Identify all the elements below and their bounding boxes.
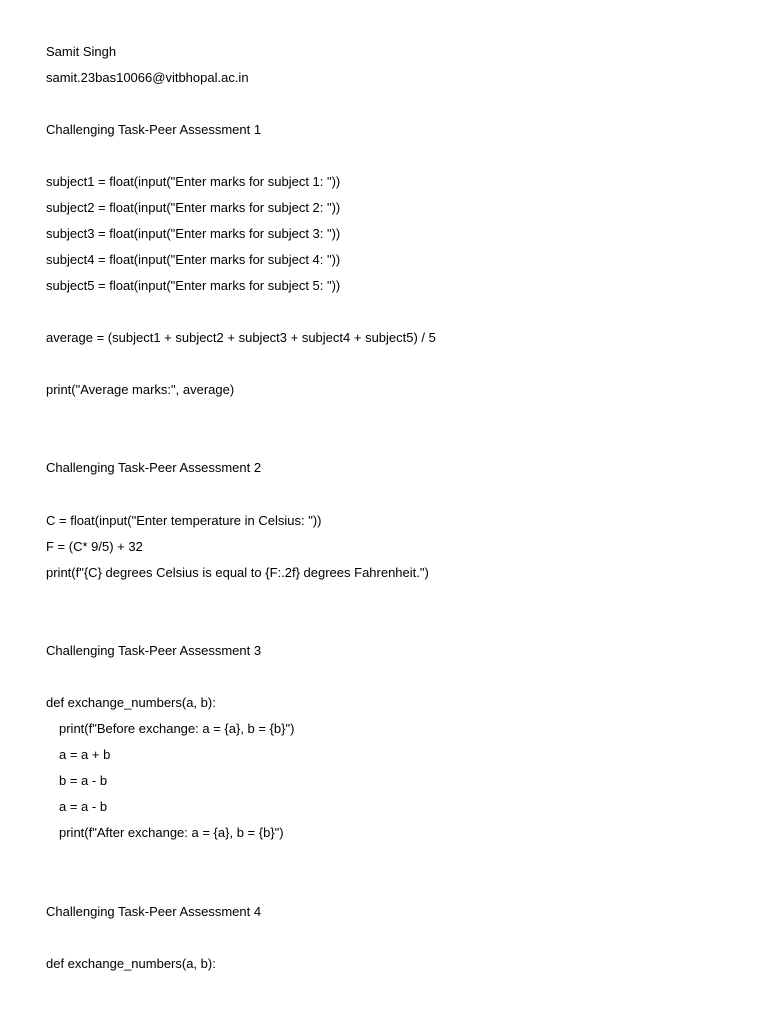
author-email: samit.23bas10066@vitbhopal.ac.in: [46, 70, 249, 85]
section-3-heading: Challenging Task-Peer Assessment 3: [46, 643, 262, 658]
code-line: subject1 = float(input("Enter marks for subject 1: ")): [46, 174, 341, 189]
section-1-heading: Challenging Task-Peer Assessment 1: [46, 122, 262, 137]
code-line: C = float(input("Enter temperature in Celsius: ")): [46, 513, 322, 528]
section-4-heading: Challenging Task-Peer Assessment 4: [46, 904, 262, 919]
code-line: average = (subject1 + subject2 + subject3 + subject4 + subject5) / 5: [46, 330, 436, 345]
code-line: b = a - b: [59, 773, 108, 788]
code-line: def exchange_numbers(a, b):: [46, 956, 216, 971]
code-line: print(f"Before exchange: a = {a}, b = {b}"): [59, 721, 295, 736]
code-line: a = a - b: [59, 799, 108, 814]
code-line: subject3 = float(input("Enter marks for subject 3: ")): [46, 226, 341, 241]
code-line: F = (C* 9/5) + 32: [46, 539, 143, 554]
code-line: print("Average marks:", average): [46, 382, 235, 397]
code-line: print(f"{C} degrees Celsius is equal to {F:.2f} degrees Fahrenheit."): [46, 565, 429, 580]
code-line: a = a + b: [59, 747, 111, 762]
code-line: subject4 = float(input("Enter marks for subject 4: ")): [46, 252, 341, 267]
author-name: Samit Singh: [46, 44, 117, 59]
code-line: subject2 = float(input("Enter marks for subject 2: ")): [46, 200, 341, 215]
code-line: def exchange_numbers(a, b):: [46, 695, 216, 710]
code-line: subject5 = float(input("Enter marks for subject 5: ")): [46, 278, 341, 293]
code-line: print(f"After exchange: a = {a}, b = {b}"): [59, 825, 284, 840]
section-2-heading: Challenging Task-Peer Assessment 2: [46, 460, 262, 475]
